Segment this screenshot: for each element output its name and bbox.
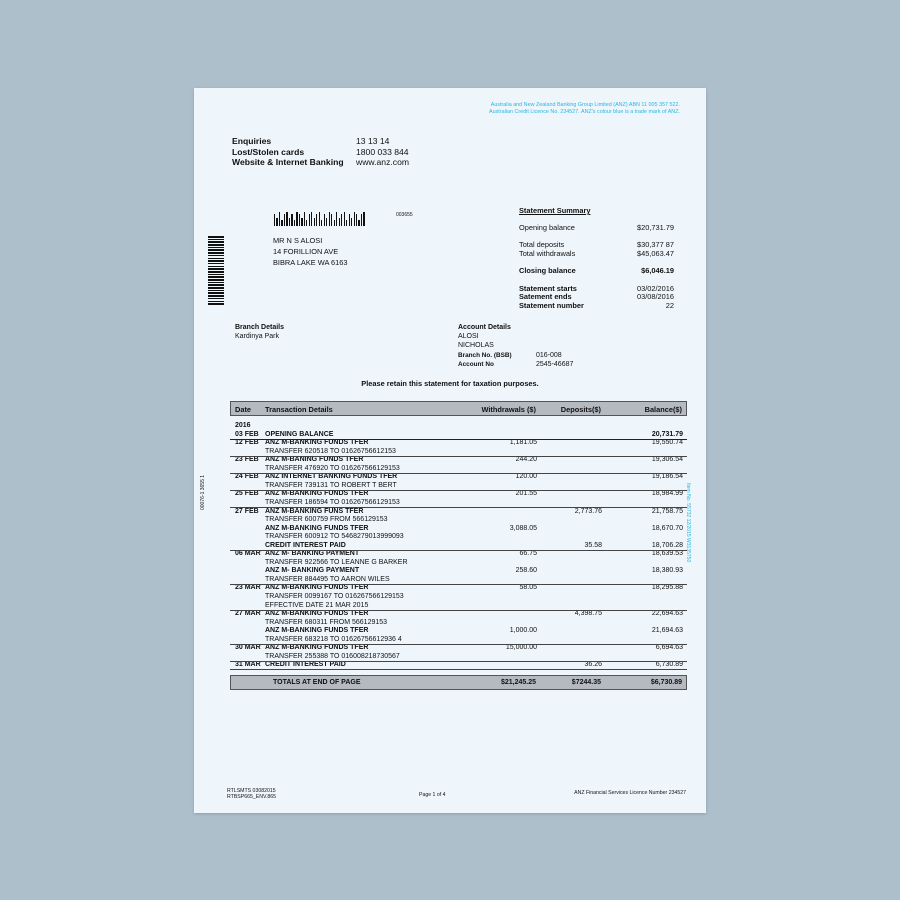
mailing-address xyxy=(273,235,348,268)
closing-balance-value: $6,046.19 xyxy=(641,266,674,275)
row-description: TRANSFER 884495 TO AARON WILES xyxy=(265,575,390,583)
row-divider xyxy=(230,669,687,670)
row-divider xyxy=(230,490,687,491)
address-line: 14 FORILLION AVE xyxy=(273,247,339,256)
row-description: ANZ M-BANKING FUNDS TFER xyxy=(265,439,369,447)
table-row xyxy=(230,456,687,465)
totals-row xyxy=(230,675,687,690)
row-description: TRANSFER 255388 TO 016008218730567 xyxy=(265,652,400,660)
table-row xyxy=(230,610,687,619)
table-row xyxy=(230,448,687,457)
row-balance: 19,306.54 xyxy=(651,456,683,464)
row-date: 2016 xyxy=(235,422,251,429)
row-balance: 6,730.89 xyxy=(655,661,683,669)
row-description: TRANSFER 683218 TO 01626756612936 4 xyxy=(265,635,402,643)
lost-cards-value: 1800 033 844 xyxy=(356,146,409,157)
right-vertical-code: Item No. 55732 12/2015 W3135750 xyxy=(685,483,691,563)
row-date: 03 FEB xyxy=(235,430,259,438)
statement-number-label: Statement number xyxy=(519,301,584,310)
total-deposits-label: Total deposits xyxy=(519,240,565,249)
statement-number-value: 22 xyxy=(665,301,674,310)
footer-left xyxy=(227,788,276,800)
barcode-code: 003655 xyxy=(396,212,413,218)
branch-details xyxy=(235,323,284,341)
website-label: Website & Internet Banking xyxy=(232,157,344,167)
row-date: 27 FEB xyxy=(235,507,259,515)
row-balance: 19,186.54 xyxy=(651,473,683,481)
row-description: TRANSFER 0099167 TO 016267566129153 xyxy=(265,593,404,600)
account-name-1: ALOSI xyxy=(458,333,479,341)
bank-legal-line2: Australian Credit Licence No. 234527. ANZ's colour blue is a trade mark of ANZ. xyxy=(489,109,680,115)
row-deposit: 36.26 xyxy=(584,661,602,669)
row-description: ANZ M-BANING FUNDS TFER xyxy=(265,456,364,464)
statement-starts-value: 03/02/2016 xyxy=(637,284,674,293)
row-date: 23 FEB xyxy=(235,456,259,464)
table-row xyxy=(230,593,687,602)
side-scan-bars xyxy=(208,236,224,306)
branch-title: Branch Details xyxy=(235,324,285,331)
row-withdrawal: 201.55 xyxy=(515,490,537,498)
footer-licence: ANZ Financial Services Licence Number 234527 xyxy=(574,790,686,796)
statement-starts-label: Statement starts xyxy=(519,284,577,293)
row-description: EFFECTIVE DATE 21 MAR 2015 xyxy=(265,601,369,609)
total-deposits-value: $30,377 87 xyxy=(637,240,674,249)
row-divider xyxy=(230,550,687,551)
total-withdrawals-label: Total withdrawals xyxy=(519,249,576,258)
table-row xyxy=(230,619,687,628)
statement-page xyxy=(194,88,706,813)
total-withdrawals-value: $45,063.47 xyxy=(637,249,674,258)
row-balance: 6,694.63 xyxy=(655,644,683,652)
table-row xyxy=(230,533,687,542)
account-name-2: NICHOLAS xyxy=(458,342,494,350)
row-description: TRANSFER 476920 TO 016267566129153 xyxy=(265,464,400,472)
row-date: 24 FEB xyxy=(235,473,259,481)
row-balance: 21,758.75 xyxy=(651,507,683,515)
row-balance: 18,706.28 xyxy=(651,541,683,549)
row-balance: 21,694.63 xyxy=(651,627,683,635)
address-line: MR N S ALOSI xyxy=(273,236,323,245)
table-row xyxy=(230,644,687,653)
row-description: OPENING BALANCE xyxy=(265,430,334,438)
table-row xyxy=(230,516,687,525)
row-date: 30 MAR xyxy=(235,644,261,652)
page-number: Page 1 of 4 xyxy=(419,792,446,798)
postal-barcode xyxy=(274,212,365,226)
row-date: 27 MAR xyxy=(235,610,261,618)
statement-summary xyxy=(519,206,674,314)
table-row xyxy=(230,602,687,611)
row-divider xyxy=(230,644,687,645)
row-divider xyxy=(230,610,687,611)
row-divider xyxy=(230,456,687,457)
row-description: CREDIT INTEREST PAID xyxy=(265,661,346,669)
account-no-value: 2545-46687 xyxy=(536,360,574,368)
opening-balance-value: $20,731.79 xyxy=(637,223,674,232)
row-description: ANZ M-BANKING FUNDS TFER xyxy=(265,490,369,498)
table-row xyxy=(230,422,687,431)
row-description: ANZ M-BANKING FUNDS TFER xyxy=(265,584,369,592)
address-line: BIBRA LAKE WA 6163 xyxy=(273,258,348,267)
row-divider xyxy=(230,507,687,508)
enquiries-label: Enquiries xyxy=(232,136,272,146)
enquiries-block xyxy=(232,136,409,168)
table-row xyxy=(230,559,687,568)
summary-title: Statement Summary xyxy=(519,206,591,215)
row-description: TRANSFER 600912 TO 5468279013999093 xyxy=(265,533,404,541)
bsb-label: Branch No. (BSB) xyxy=(458,351,512,359)
row-deposit: 2,773.76 xyxy=(574,507,602,515)
left-vertical-code: 00076-1 3655 1 xyxy=(200,474,206,510)
row-description: ANZ M-BANKING FUNDS TFER xyxy=(265,610,369,618)
totals-balance: $6,730.89 xyxy=(650,679,682,686)
table-row xyxy=(230,431,687,440)
row-description: ANZ M- BANKING PAYMENT xyxy=(265,567,360,575)
row-date: 23 MAR xyxy=(235,584,261,592)
table-row xyxy=(230,490,687,499)
row-divider xyxy=(230,473,687,474)
header-details: Transaction Details xyxy=(265,405,333,414)
table-row xyxy=(230,439,687,448)
totals-withdrawals: $21,245.25 xyxy=(500,679,536,686)
account-details xyxy=(458,323,573,369)
row-balance: 22,694.63 xyxy=(651,610,683,618)
row-date: 25 FEB xyxy=(235,490,259,498)
row-balance: 18,670.70 xyxy=(651,524,683,532)
table-row xyxy=(230,636,687,645)
totals-label: TOTALS AT END OF PAGE xyxy=(273,679,361,686)
row-withdrawal: 258.60 xyxy=(515,567,537,575)
row-description: ANZ INTERNET BANKING FUNDS TFER xyxy=(265,473,398,481)
row-description: TRANSFER 680311 FROM 566129153 xyxy=(265,618,388,626)
account-title: Account Details xyxy=(458,324,511,331)
lost-cards-label: Lost/Stolen cards xyxy=(232,146,305,157)
row-description: TRANSFER 186594 TO 016267566129153 xyxy=(265,498,400,506)
row-divider xyxy=(230,584,687,585)
row-date: 31 MAR xyxy=(235,661,261,669)
header-deposits: Deposits($) xyxy=(560,405,601,414)
row-withdrawal: 1,000.00 xyxy=(509,627,537,635)
row-withdrawal: 1,181.05 xyxy=(509,439,537,447)
totals-deposits: $7244.35 xyxy=(571,679,601,686)
row-description: CREDIT INTEREST PAID xyxy=(265,541,346,549)
table-row xyxy=(230,627,687,636)
row-withdrawal: 58.05 xyxy=(519,584,537,592)
row-description: ANZ M-BANKING FUNDS TFER xyxy=(265,524,369,532)
row-date: 06 MAR xyxy=(235,550,261,558)
row-description: TRANSFER 739131 TO ROBERT T BERT xyxy=(265,481,397,489)
table-row xyxy=(230,465,687,474)
row-withdrawal: 244.20 xyxy=(515,456,537,464)
bsb-value: 016-008 xyxy=(536,351,562,359)
table-row xyxy=(230,584,687,593)
statement-ends-value: 03/08/2016 xyxy=(637,292,674,301)
transactions-header xyxy=(230,401,687,416)
header-balance: Balance($) xyxy=(644,405,682,414)
row-date: 12 FEB xyxy=(235,439,259,447)
row-deposit: 4,398.75 xyxy=(574,610,602,618)
row-balance: 18,295.88 xyxy=(651,584,683,592)
statement-ends-label: Satement ends xyxy=(519,292,572,301)
row-divider xyxy=(230,661,687,662)
footer-code-2: RTBSP665_ENV.865 xyxy=(227,794,277,800)
row-balance: 18,639.53 xyxy=(651,550,683,558)
table-row xyxy=(230,542,687,551)
footer-code-1: RTLSMTS 03082015 xyxy=(227,788,276,794)
row-description: ANZ M-BANKING FUNDS TFER xyxy=(265,627,369,635)
row-balance: 18,984.99 xyxy=(651,490,683,498)
row-withdrawal: 3,088.05 xyxy=(509,524,537,532)
row-deposit: 35.58 xyxy=(584,541,602,549)
row-balance: 19,550.74 xyxy=(651,439,683,447)
table-row xyxy=(230,525,687,534)
branch-name: Kardinya Park xyxy=(235,333,279,341)
table-row xyxy=(230,473,687,482)
row-description: TRANSFER 620518 TO 01626756612153 xyxy=(265,447,396,455)
row-balance: 20,731.79 xyxy=(651,430,683,438)
row-withdrawal: 120.00 xyxy=(515,473,537,481)
row-description: TRANSFER 600759 FROM 566129153 xyxy=(265,516,388,524)
enquiries-value: 13 13 14 xyxy=(356,136,390,146)
tax-retain-note: Please retain this statement for taxation purposes. xyxy=(361,379,539,388)
row-withdrawal: 15,000.00 xyxy=(505,644,537,652)
row-withdrawal: 66.75 xyxy=(519,550,537,558)
account-no-label: Account No xyxy=(458,360,494,368)
table-row xyxy=(230,550,687,559)
row-description: ANZ M-BANKING FUNDS TFER xyxy=(265,644,369,652)
website-value: www.anz.com xyxy=(356,157,410,167)
row-description: ANZ M- BANKING PAYMENT xyxy=(265,550,360,558)
opening-balance-label: Opening balance xyxy=(519,223,575,232)
closing-balance-label: Closing balance xyxy=(519,266,576,275)
row-balance: 18,380.93 xyxy=(651,567,683,575)
header-date: Date xyxy=(235,405,252,414)
row-description: ANZ M-BANKING FUNS TFER xyxy=(265,507,364,515)
table-row xyxy=(230,508,687,517)
row-divider xyxy=(230,439,687,440)
header-withdrawals: Withdrawals ($) xyxy=(481,405,536,414)
table-row xyxy=(230,567,687,576)
row-description: TRANSFER 922566 TO LEANNE G BARKER xyxy=(265,558,408,566)
bank-legal-line1: Australia and New Zealand Banking Group Limited (ANZ) ABN 11 005 357 522. xyxy=(490,102,680,108)
